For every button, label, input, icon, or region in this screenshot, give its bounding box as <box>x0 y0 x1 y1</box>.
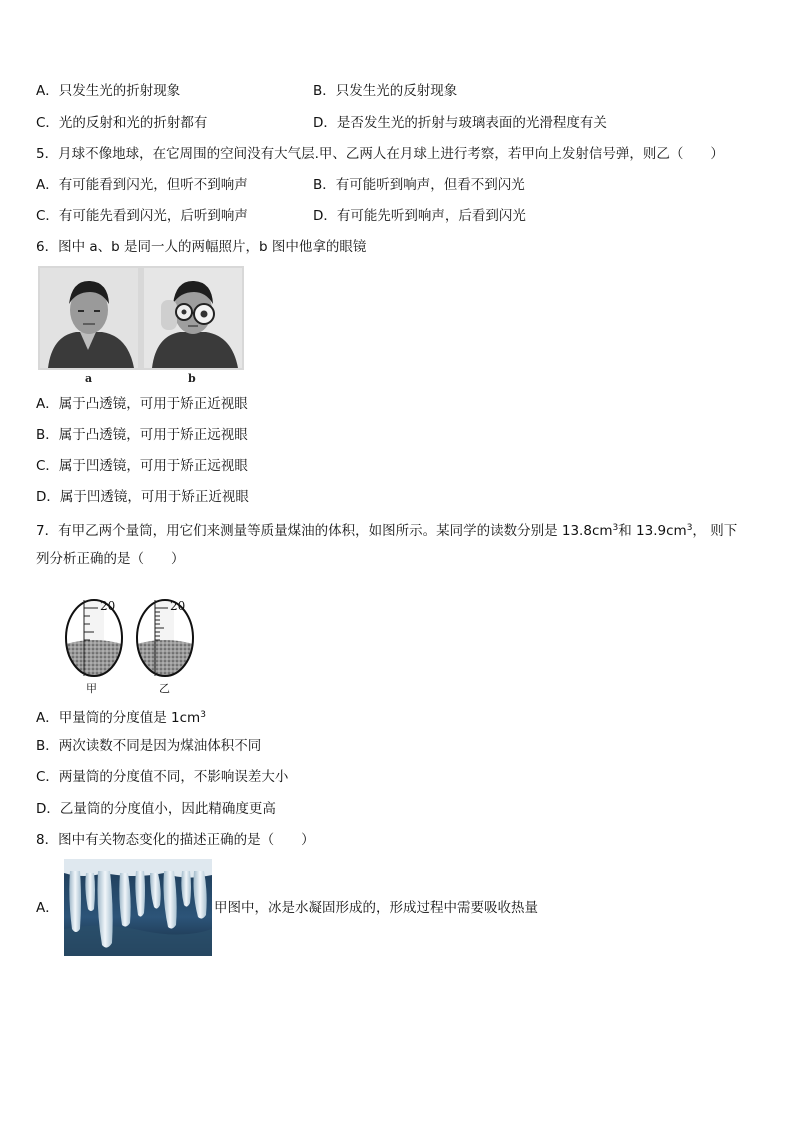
q7-option-a <box>36 705 206 728</box>
yi-tick-label: 20 <box>170 599 186 613</box>
q7-option-c: C．两量筒的分度值不同，不影响误差大小 <box>36 769 289 785</box>
q7-sup-2: 3 <box>686 523 693 533</box>
q7-stem-part1: 7．有甲乙两个量筒，用它们来测量等质量煤油的体积，如图所示。某同学的读数分别是 13.8cm <box>36 523 613 539</box>
q6-stem: 6．图中 a、b 是同一人的两幅照片，b 图中他拿的眼镜 <box>36 239 367 255</box>
q7-cylinder-figure <box>60 596 200 696</box>
q7-option-a-sup: 3 <box>200 710 206 720</box>
photo-b <box>144 268 242 368</box>
q5-option-c: C．有可能先看到闪光，后听到响声 <box>36 208 248 224</box>
q6-option-d: D．属于凹透镜，可用于矫正近视眼 <box>36 489 249 505</box>
q4-option-a: A．只发生光的折射现象 <box>36 83 181 99</box>
photo-label-a: a <box>85 372 93 385</box>
photo-label-b: b <box>188 372 196 385</box>
q4-option-b: B．只发生光的反射现象 <box>313 83 458 99</box>
q7-option-b: B．两次读数不同是因为煤油体积不同 <box>36 738 262 754</box>
q8-option-a-label: A． <box>36 900 59 916</box>
q6-option-a: A．属于凸透镜，可用于矫正近视眼 <box>36 396 248 412</box>
q6-option-b: B．属于凸透镜，可用于矫正远视眼 <box>36 427 248 443</box>
q7-sup-1: 3 <box>612 523 619 533</box>
q6-photo-figure <box>38 266 244 386</box>
jia-tick-label: 20 <box>100 599 116 613</box>
q5-option-d: D．有可能先听到响声，后看到闪光 <box>313 208 526 224</box>
q4-option-d: D．是否发生光的折射与玻璃表面的光滑程度有关 <box>313 115 607 131</box>
q8-option-a-text: 甲图中，冰是水凝固形成的，形成过程中需要吸收热量 <box>214 900 538 916</box>
q5-stem: 5．月球不像地球，在它周围的空间没有大气层.甲、乙两人在月球上进行考察，若甲向上发射信号弹，则乙（ ） <box>36 146 724 162</box>
cylinder-yi <box>135 596 200 695</box>
cylinder-jia <box>60 596 130 695</box>
q7-stem-line2: 列分析正确的是（ ） <box>36 551 185 567</box>
q5-option-b: B．有可能听到响声，但看不到闪光 <box>313 177 525 193</box>
photo-a <box>40 268 138 368</box>
q7-option-a-text: A．甲量筒的分度值是 1cm <box>36 710 201 726</box>
q7-stem-part3: ， 则下 <box>692 523 738 539</box>
jia-label: 甲 <box>86 682 97 695</box>
yi-label: 乙 <box>159 682 170 695</box>
q8-stem: 8．图中有关物态变化的描述正确的是（ ） <box>36 832 315 848</box>
q4-option-c: C．光的反射和光的折射都有 <box>36 115 208 131</box>
q6-option-c: C．属于凹透镜，可用于矫正远视眼 <box>36 458 248 474</box>
q7-option-d: D．乙量筒的分度值小，因此精确度更高 <box>36 801 276 817</box>
q7-stem-part2: 和 13.9cm <box>618 523 687 539</box>
q7-stem <box>36 518 737 541</box>
icicle-photo <box>64 859 212 956</box>
q5-option-a: A．有可能看到闪光，但听不到响声 <box>36 177 248 193</box>
